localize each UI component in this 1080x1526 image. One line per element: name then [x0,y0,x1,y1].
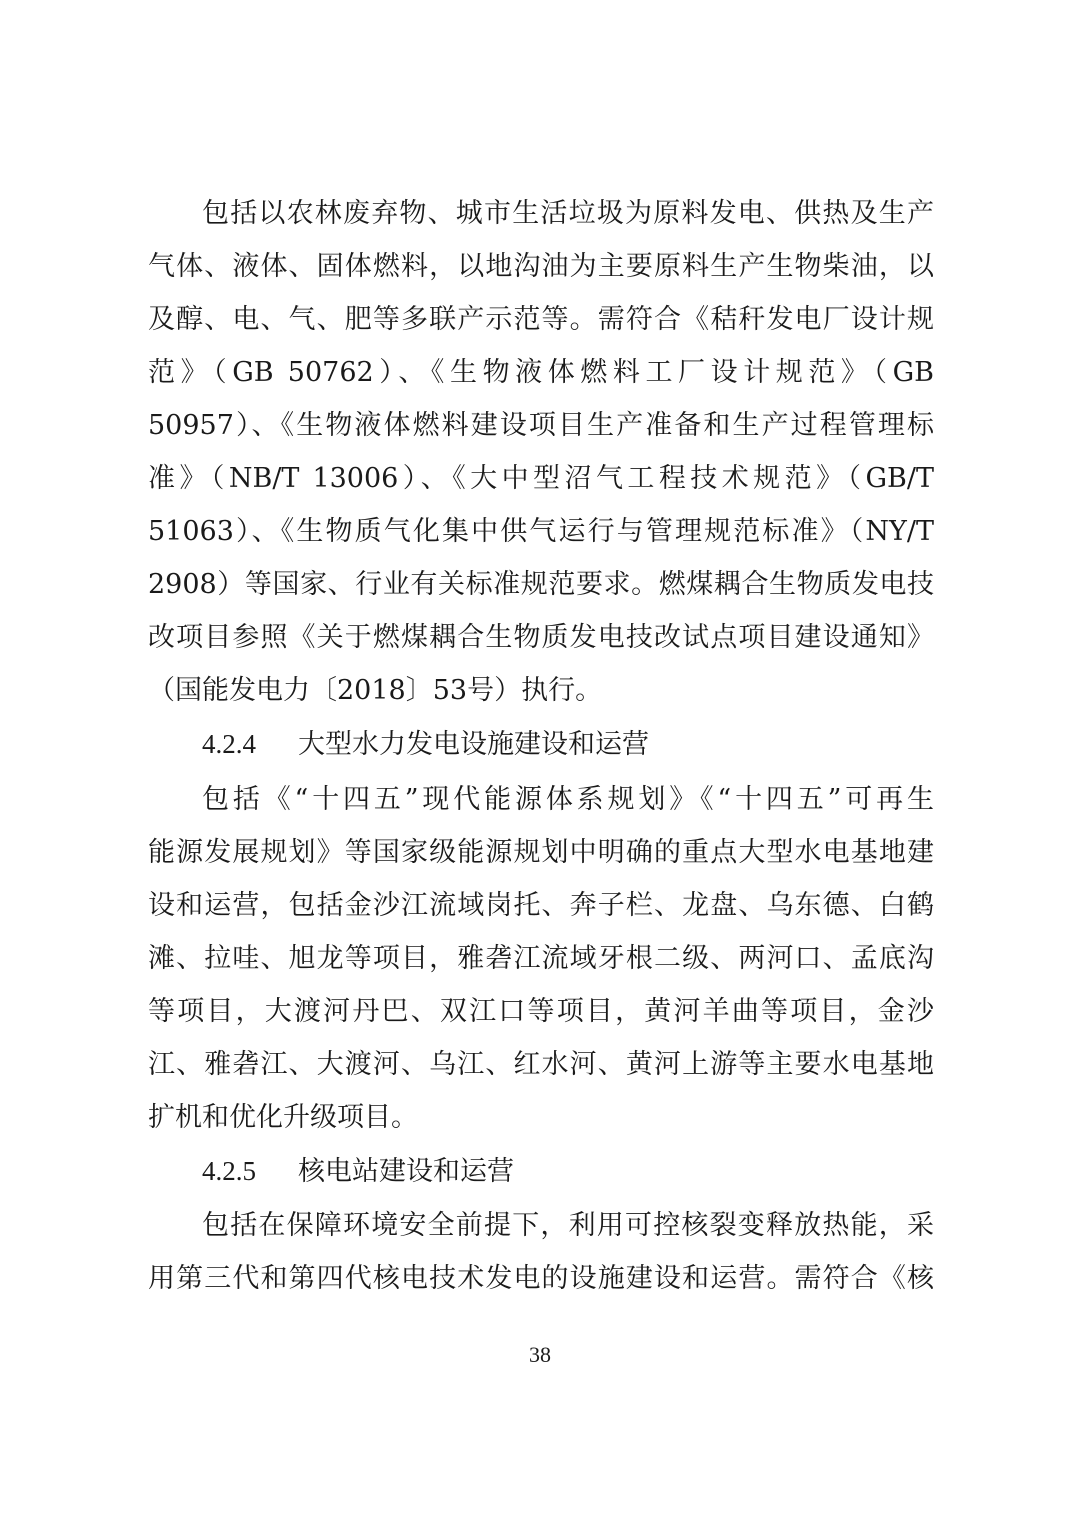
paragraph-1-line-8: 2908）等国家、行业有关标准规范要求。燃煤耦合生物质发电技 [148,569,934,600]
paragraph-1-line-9: 改项目参照《关于燃煤耦合生物质发电技改试点项目建设通知》 [148,622,934,653]
paragraph-1-line-7: 51063）、《生物质气化集中供气运行与管理规范标准》（NY/T [148,516,934,547]
paragraph-2-line-1: 包括《“十四五”现代能源体系规划》《“十四五”可再生 [202,784,934,815]
section-title: 大型水力发电设施建设和运营 [298,729,649,760]
paragraph-2-line-3: 设和运营，包括金沙江流域岗托、奔子栏、龙盘、乌东德、白鹤 [148,890,934,921]
paragraph-2-line-6: 江、雅砻江、大渡河、乌江、红水河、黄河上游等主要水电基地 [148,1049,934,1080]
page-number: 38 [529,1342,551,1367]
paragraph-2-line-4: 滩、拉哇、旭龙等项目，雅砻江流域牙根二级、两河口、孟底沟 [148,943,934,974]
paragraph-3-line-1: 包括在保障环境安全前提下，利用可控核裂变释放热能，采 [202,1210,934,1241]
section-number: 4.2.5 [202,1156,256,1186]
paragraph-1-line-6: 准》（NB/T 13006）、《大中型沼气工程技术规范》（GB/T [148,463,934,494]
paragraph-1-line-1: 包括以农林废弃物、城市生活垃圾为原料发电、供热及生产 [202,198,934,229]
paragraph-3-line-2: 用第三代和第四代核电技术发电的设施建设和运营。需符合《核 [148,1263,934,1294]
section-number: 4.2.4 [202,729,256,759]
paragraph-1-line-3: 及醇、电、气、肥等多联产示范等。需符合《秸秆发电厂设计规 [148,304,934,335]
paragraph-1-line-4: 范》（GB 50762）、《生物液体燃料工厂设计规范》（GB [148,357,934,388]
section-title: 核电站建设和运营 [298,1156,514,1187]
paragraph-2-line-2: 能源发展规划》等国家级能源规划中明确的重点大型水电基地建 [148,837,934,868]
paragraph-1-line-5: 50957）、《生物液体燃料建设项目生产准备和生产过程管理标 [148,410,934,441]
section-heading-4-2-4 [202,722,649,766]
section-heading-4-2-5 [202,1149,514,1193]
paragraph-1-line-2: 气体、液体、固体燃料，以地沟油为主要原料生产生物柴油，以 [148,251,934,282]
paragraph-1-line-10: （国能发电力〔2018〕53号）执行。 [148,675,603,706]
paragraph-2-line-7: 扩机和优化升级项目。 [148,1102,418,1133]
paragraph-2-line-5: 等项目，大渡河丹巴、双江口等项目，黄河羊曲等项目，金沙 [148,996,934,1027]
